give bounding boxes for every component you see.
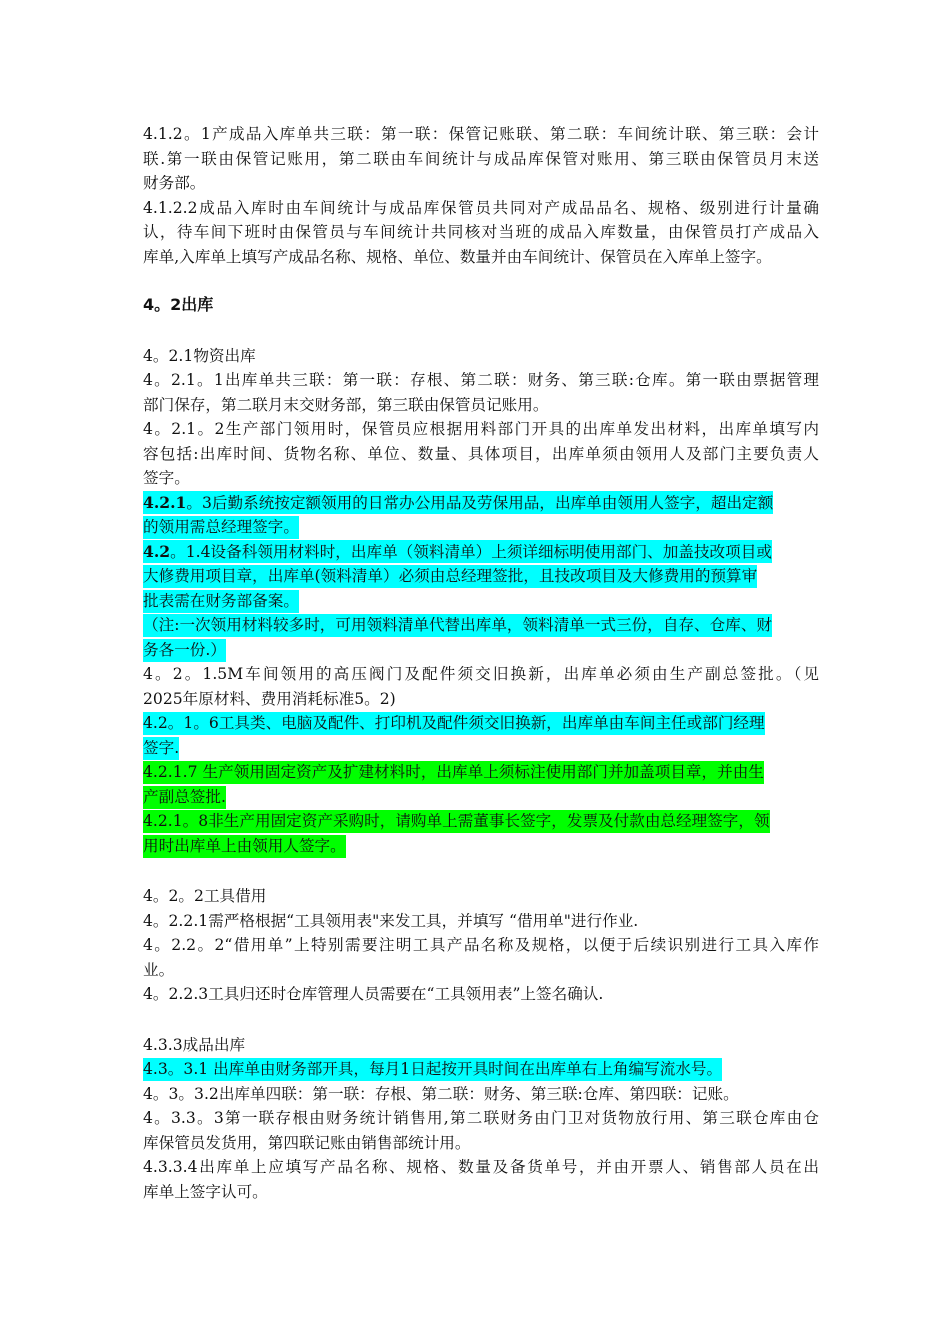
highlighted-text: （注:一次领用材料较多时，可用领料清单代替出库单，领料清单一式三份，自存、仓库、财	[143, 614, 772, 637]
text-line: 。1.4设备科领用材料时，出库单（领料清单）上须详细标明使用部门、加盖技改项目或	[170, 542, 772, 561]
document-body	[143, 122, 819, 1204]
paragraph-4-1-2-1	[143, 122, 819, 196]
text-line: 认，待车间下班时由保管员与车间统计共同核对当班的成品入库数量，由保管员打产成品入	[143, 223, 819, 241]
text-line: 财务部。	[143, 174, 206, 192]
highlighted-text: 签字.	[143, 737, 179, 760]
text-line: 库单上签字认可。	[143, 1182, 268, 1201]
text-line: 库单,入库单上填写产成品名称、规格、单位、数量并由车间统计、保管员在入库单上签字。	[143, 247, 772, 266]
highlighted-text: 务各一份.）	[143, 639, 226, 662]
highlighted-text: 4.2.1。8非生产用固定资产采购时，请购单上需董事长签字，发票及付款由总经理签字，领	[143, 810, 770, 833]
highlighted-text: 用时出库单上由领用人签字。	[143, 835, 346, 858]
paragraph-4-2-1-1	[143, 368, 819, 417]
text-line: 4。2。1.5M车间领用的高压阀门及配件须交旧换新，出库单必须由生产副总签批。（见	[143, 665, 819, 683]
text-line: 业。	[143, 960, 175, 979]
text-line: 4。2.1。2生产部门领用时，保管员应根据用料部门开具的出库单发出材料，出库单填写内	[143, 420, 819, 438]
note-highlighted	[143, 613, 819, 662]
text-line: 4.3.3.4出库单上应填写产品名称、规格、数量及备货单号，并由开票人、销售部人员在出	[143, 1158, 819, 1176]
highlighted-text: 4.2.1.7 生产领用固定资产及扩建材料时，出库单上须标注使用部门并加盖项目章，并由生	[143, 761, 764, 784]
text-line: 2025年原材料、费用消耗标准5。2)	[143, 689, 396, 708]
highlighted-text: 的领用需总经理签字。	[143, 516, 299, 539]
paragraph-4-2-2-3: 4。2.2.3工具归还时仓库管理人员需要在“工具领用表”上签名确认.	[143, 985, 604, 1003]
paragraph-4-2-1-6-highlighted	[143, 711, 819, 760]
text-line: 4。2.2。2“借用单”上特别需要注明工具产品名称及规格，以便于后续识别进行工具入库作	[143, 936, 819, 954]
paragraph-4-2-1-8-highlighted	[143, 809, 819, 858]
paragraph-4-2-2-2	[143, 933, 819, 982]
paragraph-4-3-3-1-highlighted: 4.3。3.1 出库单由财务部开具，每月1日起按开具时间在出库单右上角编写流水号。	[143, 1058, 722, 1081]
text-line: 联.第一联由保管记账用，第二联由车间统计与成品库保管对账用、第三联由保管员月末送	[143, 149, 819, 168]
paragraph-4-2-1-4-highlighted	[143, 540, 819, 614]
text-line: 部门保存，第二联月末交财务部，第三联由保管员记账用。	[143, 395, 549, 414]
bold-prefix: 4.2	[143, 541, 171, 561]
paragraph-4-3-3-4	[143, 1155, 819, 1204]
paragraph-4-1-2-2	[143, 196, 819, 270]
text-line: 4.1.2.2成品入库时由车间统计与成品库保管员共同对产成品品名、规格、级别进行计量确	[143, 198, 819, 217]
text-line: 签字。	[143, 469, 190, 487]
highlighted-text: 大修费用项目章，出库单(领料清单）必须由总经理签批，且技改项目及大修费用的预算审	[143, 565, 757, 588]
text-line: 4。2.1。1出库单共三联：第一联：存根、第二联：财务、第三联:仓库。第一联由票据管理	[143, 371, 819, 389]
subsection-title-4-3-3: 4.3.3成品出库	[143, 1035, 246, 1054]
paragraph-4-2-1-7-highlighted	[143, 760, 819, 809]
paragraph-4-2-1-5	[143, 662, 819, 711]
text-line: 。3后勤系统按定额领用的日常办公用品及劳保用品，出库单由领用人签字，超出定额	[186, 493, 774, 512]
paragraph-4-3-3-3	[143, 1106, 819, 1155]
text-line: 4.1.2。1产成品入库单共三联：第一联：保管记账联、第二联：车间统计联、第三联：会计	[143, 125, 819, 143]
paragraph-4-3-3-2: 4。3。3.2出库单四联：第一联：存根、第二联：财务、第三联:仓库、第四联：记账。	[143, 1084, 739, 1103]
highlighted-text	[143, 540, 772, 563]
highlighted-text	[143, 491, 773, 514]
text-line: 4。3.3。3第一联存根由财务统计销售用,第二联财务由门卫对货物放行用、第三联仓库由仓	[143, 1109, 819, 1127]
bold-prefix: 4.2.1	[143, 492, 187, 512]
section-heading-4-2: 4。2出库	[143, 295, 214, 314]
text-line: 容包括:出库时间、货物名称、单位、数量、具体项目，出库单须由领用人及部门主要负责人	[143, 444, 819, 463]
highlighted-text: 产副总签批.	[143, 786, 226, 809]
highlighted-text: 批表需在财务部备案。	[143, 590, 299, 613]
paragraph-4-2-2-1: 4。2.2.1需严格根据“工具领用表"来发工具，并填写 “借用单"进行作业.	[143, 911, 639, 930]
paragraph-4-2-1-2	[143, 417, 819, 491]
paragraph-4-2-1-3-highlighted	[143, 491, 819, 540]
text-line: 库保管员发货用，第四联记账由销售部统计用。	[143, 1133, 471, 1152]
highlighted-text: 4.2。1。6工具类、电脑及配件、打印机及配件须交旧换新，出库单由车间主任或部门经理	[143, 712, 765, 735]
subsection-title-4-2-2: 4。2。2工具借用	[143, 887, 267, 905]
subsection-title-4-2-1: 4。2.1物资出库	[143, 346, 256, 365]
